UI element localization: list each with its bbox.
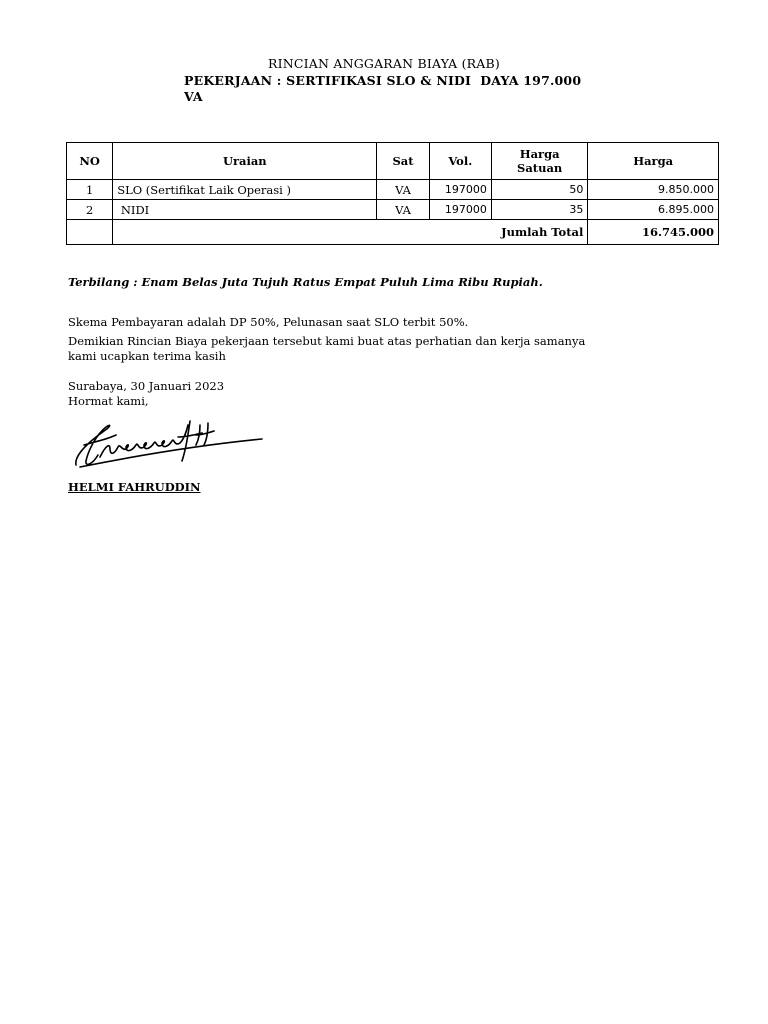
signature-block: [68, 379, 224, 409]
cell-no: 1: [67, 180, 113, 200]
col-header-no: NO: [67, 143, 113, 180]
cell-vol: 197000: [429, 200, 491, 220]
total-value: 16.745.000: [588, 220, 719, 245]
table-header-row: [67, 143, 719, 180]
col-header-harga: Harga: [588, 143, 719, 180]
table-row: [67, 180, 719, 200]
col-header-harga-satuan: Harga Satuan: [491, 143, 587, 180]
place-date: Surabaya, 30 Januari 2023: [68, 379, 225, 393]
cell-no: 2: [67, 200, 113, 220]
cell-empty: [67, 220, 113, 245]
amount-in-words: Terbilang : Enam Belas Juta Tujuh Ratus Empat Puluh Lima Ribu Rupiah.: [68, 275, 543, 289]
subtitle-line-1: PEKERJAAN : SERTIFIKASI SLO & NIDI DAYA 197.000: [184, 73, 582, 88]
regards: Hormat kami,: [68, 394, 149, 408]
cell-harga-satuan: 50: [491, 180, 587, 200]
cell-sat: VA: [377, 200, 429, 220]
signature-image: [70, 415, 270, 473]
cell-harga: 6.895.000: [588, 200, 719, 220]
cell-vol: 197000: [429, 180, 491, 200]
closing-line-1: Demikian Rincian Biaya pekerjaan tersebut kami buat atas perhatian dan kerja samanya: [68, 334, 586, 348]
cell-uraian: NIDI: [113, 200, 377, 220]
table-total-row: [67, 220, 719, 245]
cell-harga-satuan: 35: [491, 200, 587, 220]
subtitle-line-2: VA: [184, 89, 203, 104]
document-title: RINCIAN ANGGARAN BIAYA (RAB): [268, 56, 500, 71]
closing-statement: [68, 334, 608, 364]
signer-name: HELMI FAHRUDDIN: [68, 480, 201, 494]
table-row: [67, 200, 719, 220]
cell-uraian: SLO (Sertifikat Laik Operasi ): [113, 180, 377, 200]
closing-line-2: kami ucapkan terima kasih: [68, 349, 226, 363]
cell-sat: VA: [377, 180, 429, 200]
total-label: Jumlah Total: [113, 220, 588, 245]
document-subtitle: [184, 73, 604, 105]
payment-scheme: Skema Pembayaran adalah DP 50%, Pelunasan saat SLO terbit 50%.: [68, 315, 469, 329]
budget-table: [66, 142, 719, 245]
col-header-vol: Vol.: [429, 143, 491, 180]
col-header-sat: Sat: [377, 143, 429, 180]
cell-harga: 9.850.000: [588, 180, 719, 200]
col-header-uraian: Uraian: [113, 143, 377, 180]
